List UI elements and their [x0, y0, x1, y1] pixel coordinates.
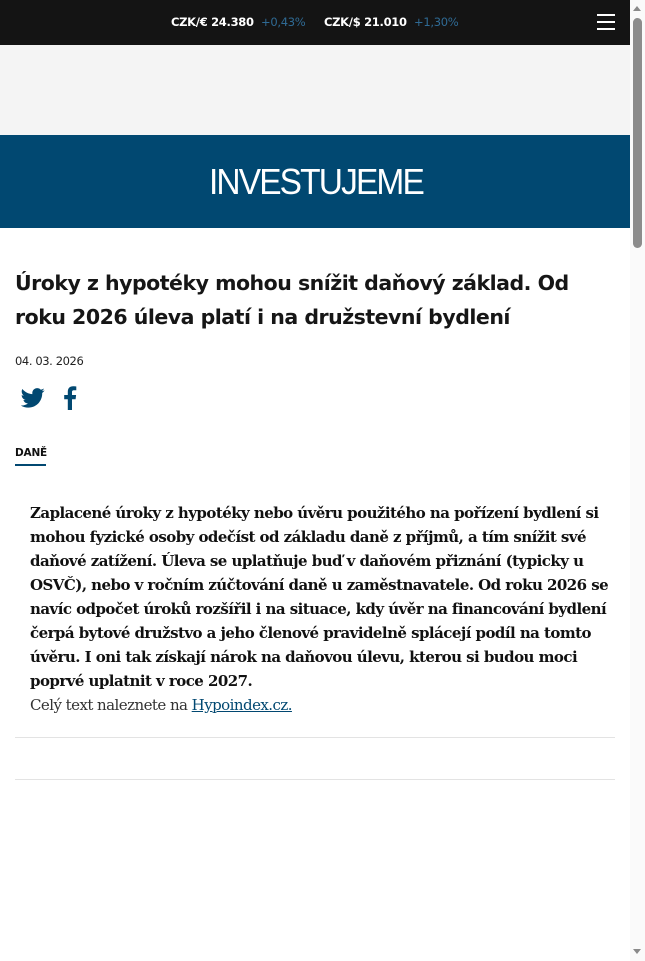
scroll-up-arrow-icon[interactable] [633, 6, 641, 11]
divider [15, 779, 615, 780]
hamburger-menu-icon[interactable] [596, 13, 616, 31]
rate-eur-change: +0,43% [261, 15, 306, 29]
scroll-down-arrow-icon[interactable] [633, 949, 641, 954]
facebook-icon [63, 386, 77, 410]
article-title: Úroky z hypotéky mohou snížit daňový základ. Od roku 2026 úleva platí i na družstevní bydlení [15, 271, 569, 329]
brand-banner [0, 135, 630, 228]
article-date: 04. 03. 2026 [15, 354, 84, 368]
twitter-icon [21, 388, 45, 408]
category-tag-underline [15, 464, 46, 466]
rate-usd-value: CZK/$ 21.010 [324, 15, 407, 29]
vertical-scrollbar[interactable] [630, 0, 645, 961]
article-lead: Zaplacené úroky z hypotéky nebo úvěru použitého na pořízení bydlení si mohou fyzické osoby odečíst od základu daně z příjmů, a tím snížit své daňové zatížení. Úleva se uplatňuje buď v daňovém přiznání (typicky u OSVČ), nebo v ročním zúčtování daně u zaměstnavatele. Od roku 2026 se navíc odpočet úroků rozšířil i na situace, kdy úvěr na financování bydlení čerpá bytové družstvo a jeho členové pravidelně splácejí podíl na tomto úvěru. I oni tak získají nárok na daňovou úlevu, kterou si budou moci poprvé uplatnit v roce 2027. [30, 504, 609, 690]
scrollbar-thumb[interactable] [633, 18, 642, 248]
rate-eur-value: CZK/€ 24.380 [171, 15, 254, 29]
article-source [30, 693, 610, 717]
source-link[interactable]: Hypoindex.cz. [191, 696, 292, 714]
rate-eur [171, 15, 305, 29]
article-body [30, 501, 610, 717]
rate-usd [324, 15, 458, 29]
top-bar [0, 0, 630, 45]
source-prefix: Celý text naleznete na [30, 696, 192, 714]
rate-usd-change: +1,30% [414, 15, 459, 29]
facebook-share-button[interactable] [63, 385, 79, 411]
brand-logo[interactable]: INVESTUJEME [208, 160, 423, 202]
divider [15, 737, 615, 738]
category-tag[interactable]: DANĚ [15, 447, 48, 459]
twitter-share-button[interactable] [21, 385, 45, 411]
ad-space [0, 45, 630, 135]
